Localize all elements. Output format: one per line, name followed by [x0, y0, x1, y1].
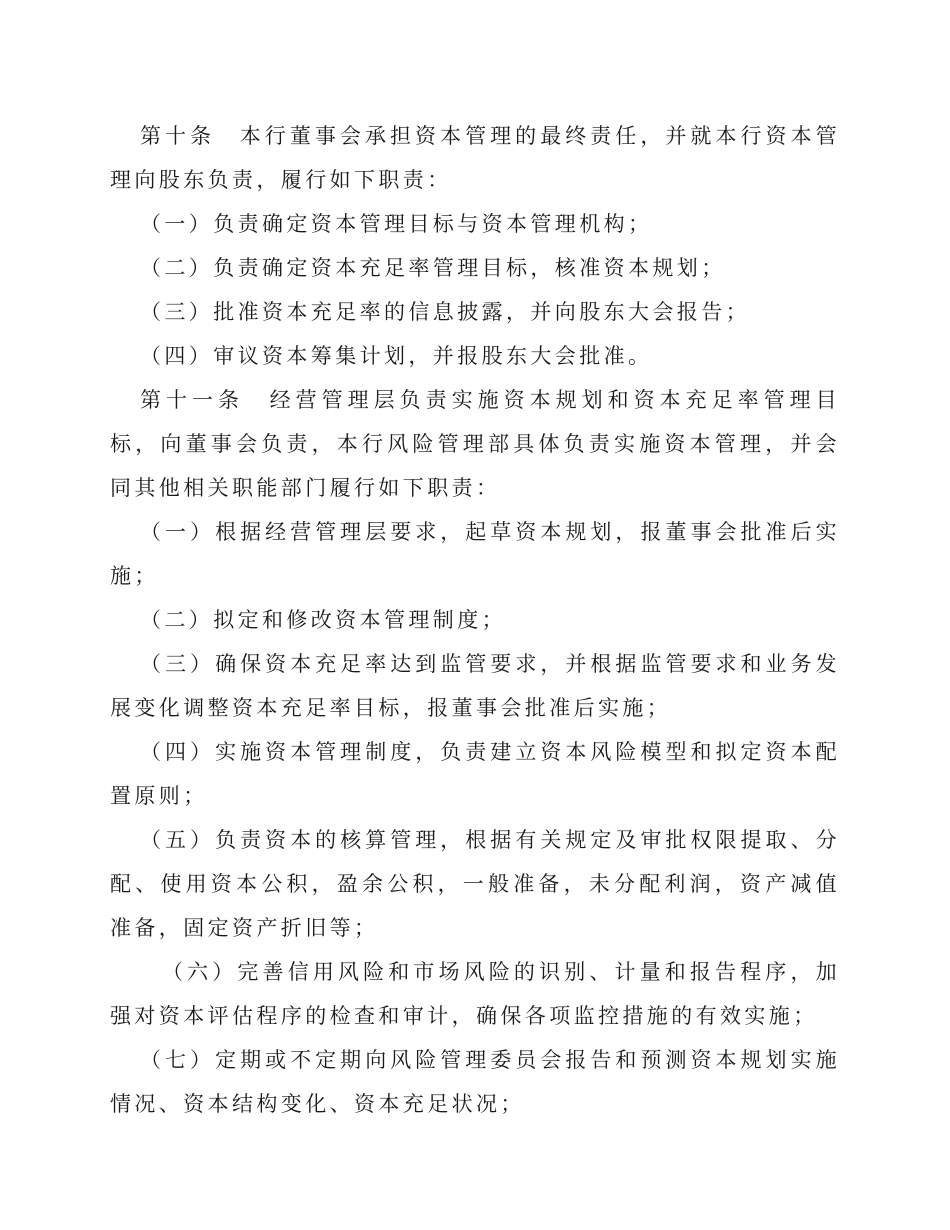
article-11-lead-text: 经营管理层负责实施资本规划和资本充足率管理目标，向董事会负责，本行风险管理部具体负责实施资本管理，并会同其他相关职能部门履行如下职责： [110, 388, 840, 500]
article-11-item-4: （四）实施资本管理制度，负责建立资本风险模型和拟定资本配置原则； [110, 740, 840, 808]
article-10-item-3: （三）批准资本充足率的信息披露，并向股东大会报告； [140, 300, 750, 324]
article-11-item-1: （一）根据经营管理层要求，起草资本规划，报董事会批准后实施； [110, 520, 840, 588]
article-10-item-1: （一）负责确定资本管理目标与资本管理机构； [140, 212, 653, 236]
article-11-item-2: （二）拟定和修改资本管理制度； [140, 608, 506, 632]
article-10-lead-text: 本行董事会承担资本管理的最终责任，并就本行资本管理向股东负责，履行如下职责： [110, 124, 841, 192]
article-11-item-5: （五）负责资本的核算管理，根据有关规定及审批权限提取、分配、使用资本公积，盈余公积，一般准备，未分配利润，资产减值准备，固定资产折旧等； [110, 828, 840, 940]
article-10-heading: 第十条 [140, 124, 216, 148]
article-10-lead [110, 114, 840, 202]
article-11-lead [110, 378, 840, 510]
article-11-heading: 第十一条 [140, 388, 244, 412]
article-11-item-3: （三）确保资本充足率达到监管要求，并根据监管要求和业务发展变化调整资本充足率目标，报董事会批准后实施； [110, 652, 840, 720]
document-body [110, 114, 840, 1126]
article-10-item-2: （二）负责确定资本充足率管理目标，核准资本规划； [140, 256, 726, 280]
article-11-item-7: （七）定期或不定期向风险管理委员会报告和预测资本规划实施情况、资本结构变化、资本充足状况； [110, 1048, 840, 1116]
article-10-item-4: （四）审议资本筹集计划，并报股东大会批准。 [140, 344, 653, 368]
article-11-item-6: （六）完善信用风险和市场风险的识别、计量和报告程序，加强对资本评估程序的检查和审计，确保各项监控措施的有效实施； [110, 960, 840, 1028]
